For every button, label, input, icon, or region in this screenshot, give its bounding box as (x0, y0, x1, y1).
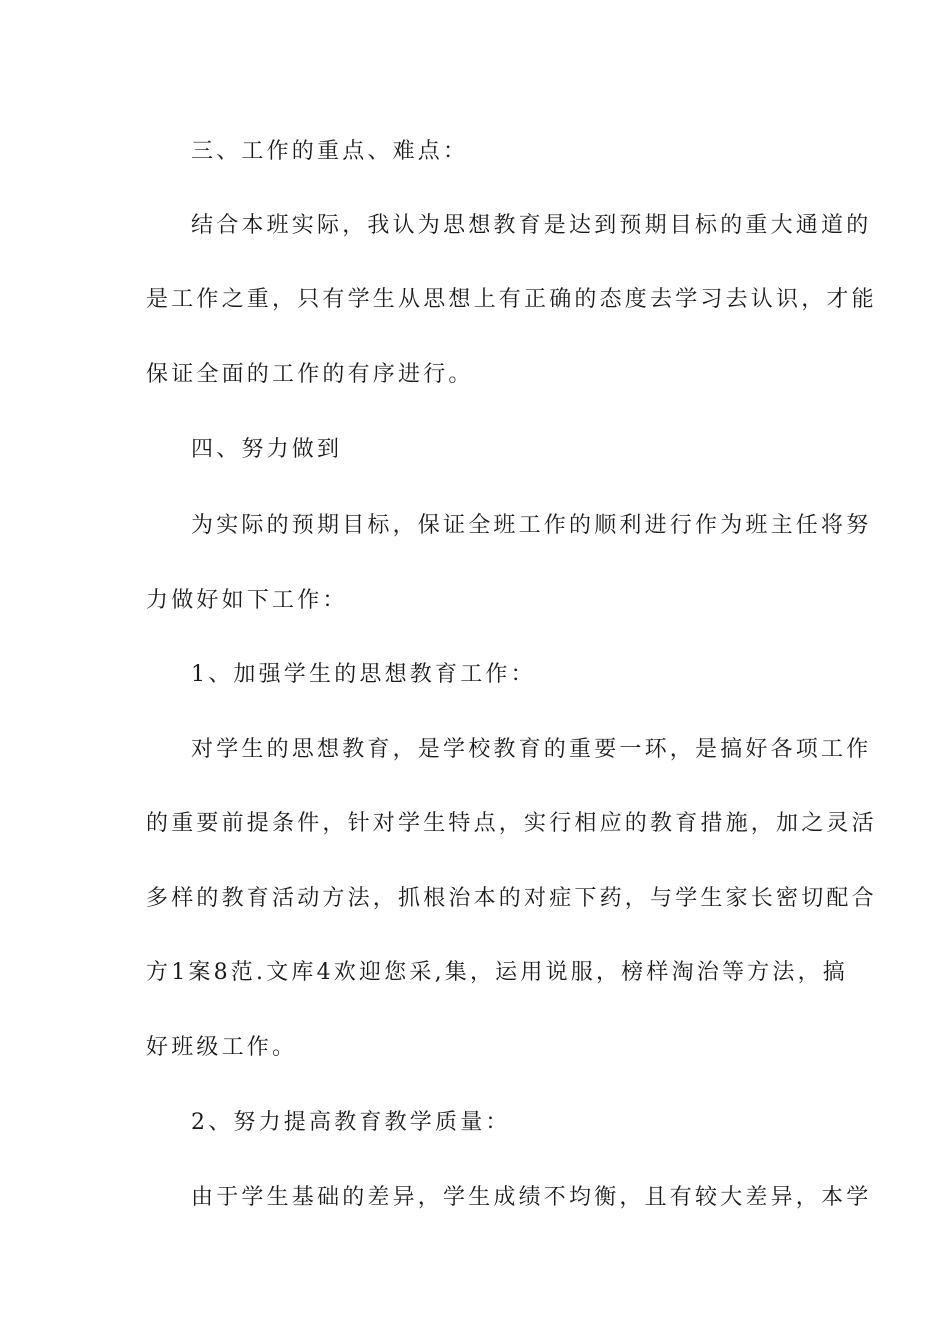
paragraph-line: 多样的教育活动方法，抓根治本的对症下药，与学生家长密切配合 (146, 886, 877, 911)
paragraph-line: 的重要前提条件，针对学生特点，实行相应的教育措施，加之灵活 (146, 811, 877, 836)
subheading-1: 1、加强学生的思想教育工作： (191, 662, 536, 687)
paragraph-line: 是工作之重，只有学生从思想上有正确的态度去学习去认识，才能 (146, 287, 877, 312)
paragraph-line: 方1案8范.文库4欢迎您采,集，运用说服，榜样淘治等方法，搞 (146, 960, 848, 985)
paragraph-line: 保证全面的工作的有序进行。 (146, 362, 474, 387)
paragraph-line: 由于学生基础的差异，学生成绩不均衡，且有较大差异，本学 (191, 1185, 872, 1210)
subheading-2: 2、努力提高教育教学质量： (191, 1110, 511, 1135)
paragraph-line: 结合本班实际，我认为思想教育是达到预期目标的重大通道的 (191, 213, 872, 238)
paragraph-line: 为实际的预期目标，保证全班工作的顺利进行作为班主任将努 (191, 513, 872, 538)
paragraph-line: 好班级工作。 (146, 1035, 298, 1060)
paragraph-line: 力做好如下工作： (146, 588, 348, 613)
paragraph-line: 对学生的思想教育，是学校教育的重要一环，是搞好各项工作 (191, 737, 872, 762)
section-heading-4: 四、努力做到 (191, 437, 343, 462)
section-heading-3: 三、工作的重点、难点： (191, 139, 469, 164)
